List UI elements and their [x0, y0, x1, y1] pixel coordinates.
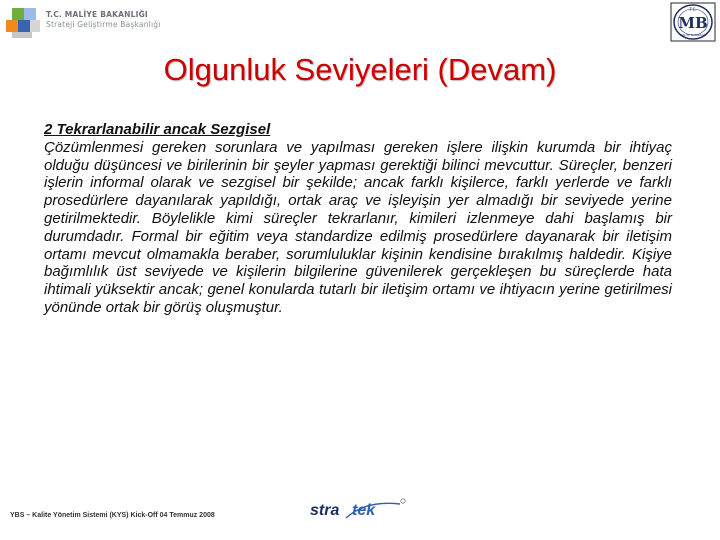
brand-part-2: tek [352, 502, 376, 519]
org-line-1: T.C. MALİYE BAKANLIĞI [46, 10, 148, 19]
mb-emblem [670, 2, 716, 42]
emblem-arc-top: T.C. [689, 7, 697, 12]
slide-content [44, 121, 672, 317]
organization-name [46, 10, 161, 30]
mb-seal-icon [670, 2, 716, 42]
stratek-logo [308, 496, 412, 522]
org-line-2: Strateji Geliştirme Başkanlığı [46, 20, 161, 29]
emblem-letters: MB [678, 14, 708, 32]
footer-caption: YBS – Kalite Yönetim Sistemi (KYS) Kick-Off 04 Temmuz 2008 [10, 512, 215, 519]
emblem-arc-bottom: MALİYE BAKANLIĞI [679, 33, 707, 37]
slide-title: Olgunluk Seviyeleri (Devam) [163, 52, 557, 87]
brand-part-1: stra [310, 502, 340, 519]
cubes-logo-icon [4, 4, 46, 42]
stratek-brand-icon [308, 496, 412, 522]
section-subheading: 2 Tekrarlanabilir ancak Sezgisel [44, 121, 271, 138]
body-paragraph: Çözümlenmesi gereken sorunlara ve yapılması gereken işlere ilişkin kurumda bir ihtiyaç olduğu düşüncesi ve birilerinin bir şeyler yapması gerektiği bilinci mevcuttur. Süreçler, benzeri işlerin informal olarak ve sezgisel bir şekilde; ancak farklı kişilerce, farklı yerlerde ve farklı prosedürlere dayanılarak yapıldığı, ortak araç ve işleyişin yer almadığı bir seviyede yerine getirilmektedir. Böylelikle kimi süreçler tekrarlanır, kimileri izlenmeye dahi başlamış bir durumdadır. Formal bir eğitim veya standardize edilmiş prosedürlere dayanarak bir iletişim ortamı mevcut olmamakla beraber, sorumluluklar kişinin kendisine bırakılmış haldedir. Kişiye bağımlılık üst seviyede ve kişilerin bilgilerine güvenilerek gerçekleşen bu süreçlerde hata ihtimali yüksektir ancak; genel konularda tutarlı bir iletişim ortamı ve ihtiyacın yerine getirilmesi yönünde ortak bir görüş oluşmuştur. [44, 138, 672, 316]
